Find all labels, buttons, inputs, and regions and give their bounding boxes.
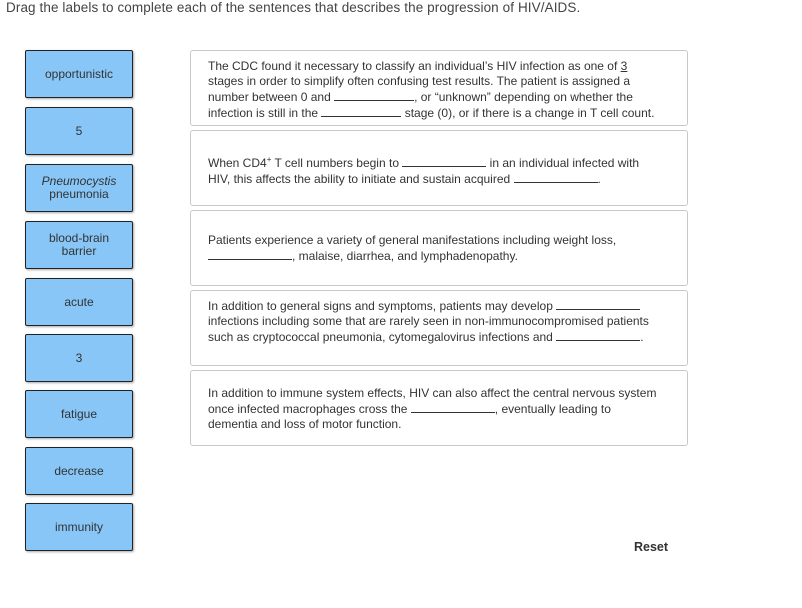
drag-label-acute[interactable]: acute xyxy=(25,278,133,326)
drag-label-5[interactable]: 5 xyxy=(25,107,133,155)
drag-label-fatigue[interactable]: fatigue xyxy=(25,390,133,438)
sentence-box-2: When CD4+ T cell numbers begin to in an individual infected with HIV, this affects the ability to initiate and sustain acquired . xyxy=(190,130,688,206)
sentence-box-5: In addition to immune system effects, HIV can also affect the central nervous system once infected macrophages cross the , eventually leading to dementia and loss of motor function. xyxy=(190,370,688,446)
sentence-box-3: Patients experience a variety of general manifestations including weight loss, , malaise, diarrhea, and lymphadenopathy. xyxy=(190,210,688,286)
drag-label-opportunistic[interactable]: opportunistic xyxy=(25,50,133,98)
stages-link[interactable]: 3 xyxy=(620,59,628,73)
drop-blank-2a[interactable] xyxy=(402,155,486,167)
drag-label-immunity[interactable]: immunity xyxy=(25,503,133,551)
drag-label-pneumocystis-pneumonia[interactable]: Pneumocystis pneumonia xyxy=(25,164,133,212)
drop-blank-4a[interactable] xyxy=(556,298,640,310)
drag-label-3[interactable]: 3 xyxy=(25,334,133,382)
drop-blank-2b[interactable] xyxy=(514,171,598,183)
reset-button[interactable]: Reset xyxy=(634,540,669,554)
drop-blank-3a[interactable] xyxy=(208,248,292,260)
drop-blank-4b[interactable] xyxy=(556,329,640,341)
drop-blank-1a[interactable] xyxy=(334,89,414,101)
sentence-box-4: In addition to general signs and symptoms, patients may develop infections including some that are rarely seen in non-immunocompromised patients such as cryptococcal pneumonia, cytomegalovirus infections and . xyxy=(190,290,688,366)
instructions: Drag the labels to complete each of the sentences that describes the progression of HIV/AIDS. xyxy=(6,0,581,15)
drop-blank-5a[interactable] xyxy=(411,401,495,413)
sentence-box-1: The CDC found it necessary to classify an individual’s HIV infection as one of 3 stages in order to simplify often confusing test results. The patient is assigned a number between 0 and , or “unknown” depending on whether the infection is still in the stage (0), or if there is a change in T cell count. xyxy=(190,50,688,126)
drop-blank-1b[interactable] xyxy=(321,105,401,117)
drag-label-decrease[interactable]: decrease xyxy=(25,447,133,495)
drag-label-blood-brain-barrier[interactable]: blood-brain barrier xyxy=(25,221,133,269)
